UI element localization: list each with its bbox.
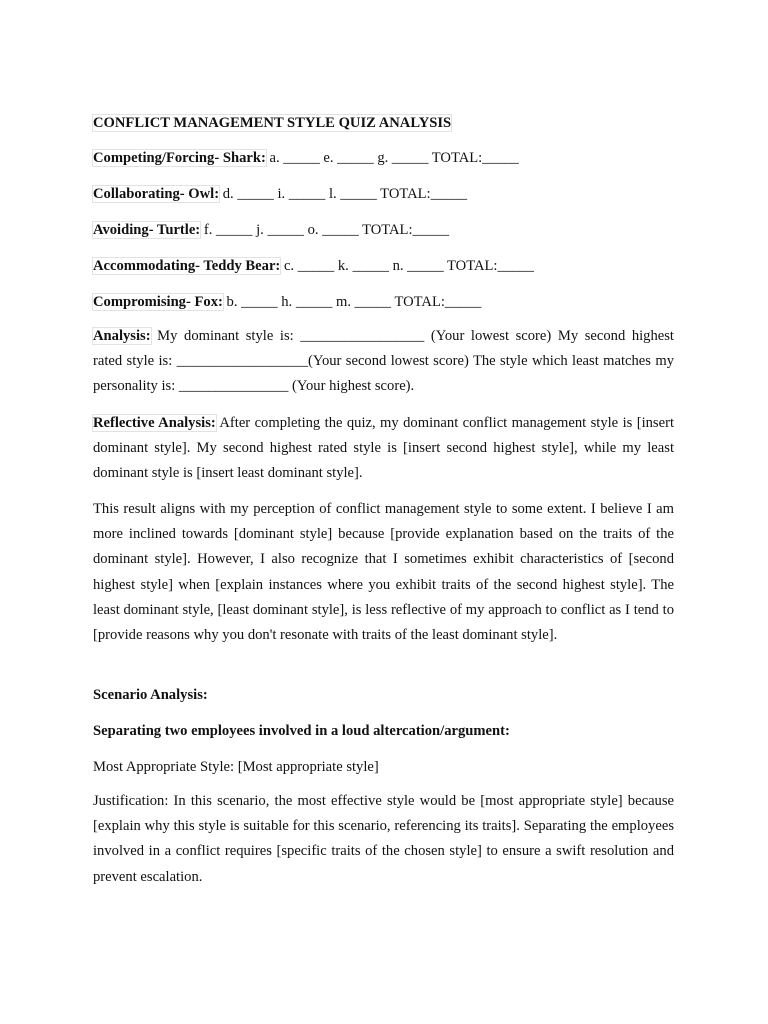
scenario-title: Separating two employees involved in a loud altercation/argument: <box>93 723 510 739</box>
score-row-owl: Collaborating- Owl: d. _____ i. _____ l. _____ TOTAL:_____ <box>93 186 468 202</box>
score-row-shark: Competing/Forcing- Shark: a. _____ e. _____ g. _____ TOTAL:_____ <box>93 150 519 166</box>
document-title: CONFLICT MANAGEMENT STYLE QUIZ ANALYSIS <box>93 115 452 131</box>
score-row-fox: Compromising- Fox: b. _____ h. _____ m. _____ TOTAL:_____ <box>93 294 482 310</box>
most-appropriate-style: Most Appropriate Style: [Most appropriate style] <box>93 759 379 775</box>
analysis-paragraph: Analysis: My dominant style is: _________________ (Your lowest score) My second highest rated style is: __________________(Your second lowest score) The style which least matches my personality is: _______________ (Your highest score). <box>93 328 674 395</box>
justification-paragraph: Justification: In this scenario, the most effective style would be [most appropriate style] because [explain why this style is suitable for this scenario, referencing its traits]. Separating the employees involved in a conflict requires [specific traits of the chosen style] to ensure a swift resolution and prevent escalation. <box>93 793 674 885</box>
perception-paragraph: This result aligns with my perception of conflict management style to some extent. I believe I am more inclined towards [dominant style] because [provide explanation based on the traits of the dominant style]. However, I also recognize that I sometimes exhibit characteristics of [second highest style] when [explain instances where you exhibit traits of the second highest style]. The least dominant style, [least dominant style], is less reflective of my approach to conflict as I tend to [provide reasons why you don't resonate with traits of the least dominant style]. <box>93 501 674 644</box>
score-row-teddy-bear: Accommodating- Teddy Bear: c. _____ k. _____ n. _____ TOTAL:_____ <box>93 258 534 274</box>
score-row-turtle: Avoiding- Turtle: f. _____ j. _____ o. _____ TOTAL:_____ <box>93 222 449 238</box>
reflective-analysis-paragraph: Reflective Analysis: After completing the quiz, my dominant conflict management style is [insert dominant style]. My second highest rated style is [insert second highest style], while my least dominant style is [insert least dominant style]. <box>93 415 674 482</box>
scenario-heading: Scenario Analysis: <box>93 687 208 703</box>
